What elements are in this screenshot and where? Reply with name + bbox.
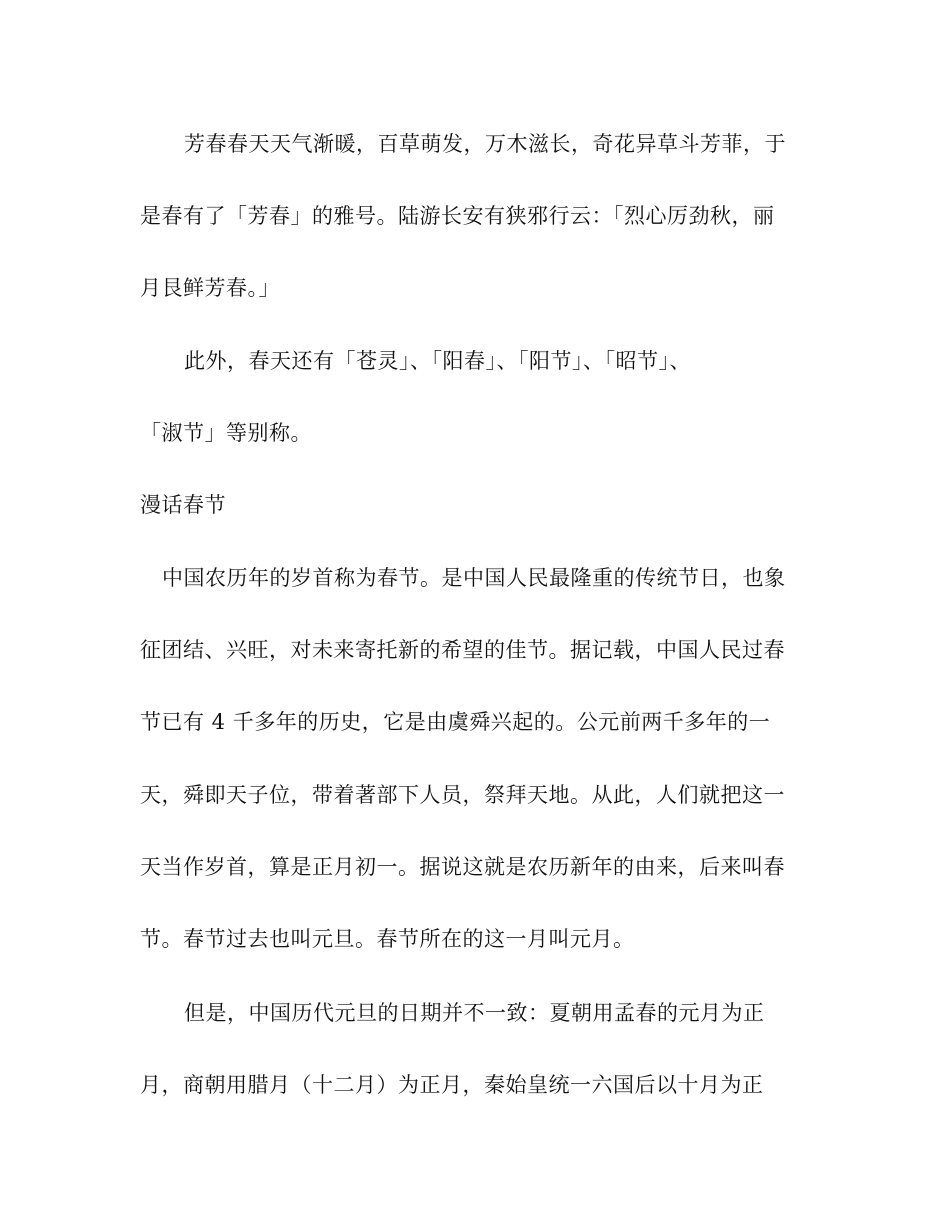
text-line: 中国农历年的岁首称为春节。是中国人民最隆重的传统节日，也象: [162, 566, 786, 590]
text-line: 月，商朝用腊月（十二月）为正月，秦始皇统一六国后以十月为正: [140, 1073, 764, 1097]
text-line: 节已有 4 千多年的历史，它是由虞舜兴起的。公元前两千多年的一: [140, 710, 771, 734]
text-line: 天，舜即天子位，带着著部下人员，祭拜天地。从此，人们就把这一: [140, 783, 785, 807]
text-line: 天当作岁首，算是正月初一。据说这就是农历新年的由来，后来叫春: [140, 855, 785, 879]
text-line: 芳春春天天气渐暖，百草萌发，万木滋长，奇花异草斗芳菲，于: [184, 132, 786, 156]
text-line: 但是，中国历代元旦的日期并不一致：夏朝用孟春的元月为正: [184, 1001, 765, 1025]
section-heading: 漫话春节: [140, 493, 226, 517]
text-line: 「淑节」等别称。: [140, 421, 312, 445]
text-line: 节。春节过去也叫元旦。春节所在的这一月叫元月。: [140, 927, 635, 951]
text-line: 月艮鲜芳春。」: [140, 276, 280, 300]
text-line: 此外，春天还有「苍灵」、「阳春」、「阳节」、「昭节」、: [184, 349, 691, 373]
text-line: 是春有了「芳春」的雅号。陆游长安有狭邪行云：「烈心厉劲秋，丽: [140, 204, 775, 228]
text-line: 征团结、兴旺，对未来寄托新的希望的佳节。据记载，中国人民过春: [140, 638, 785, 662]
